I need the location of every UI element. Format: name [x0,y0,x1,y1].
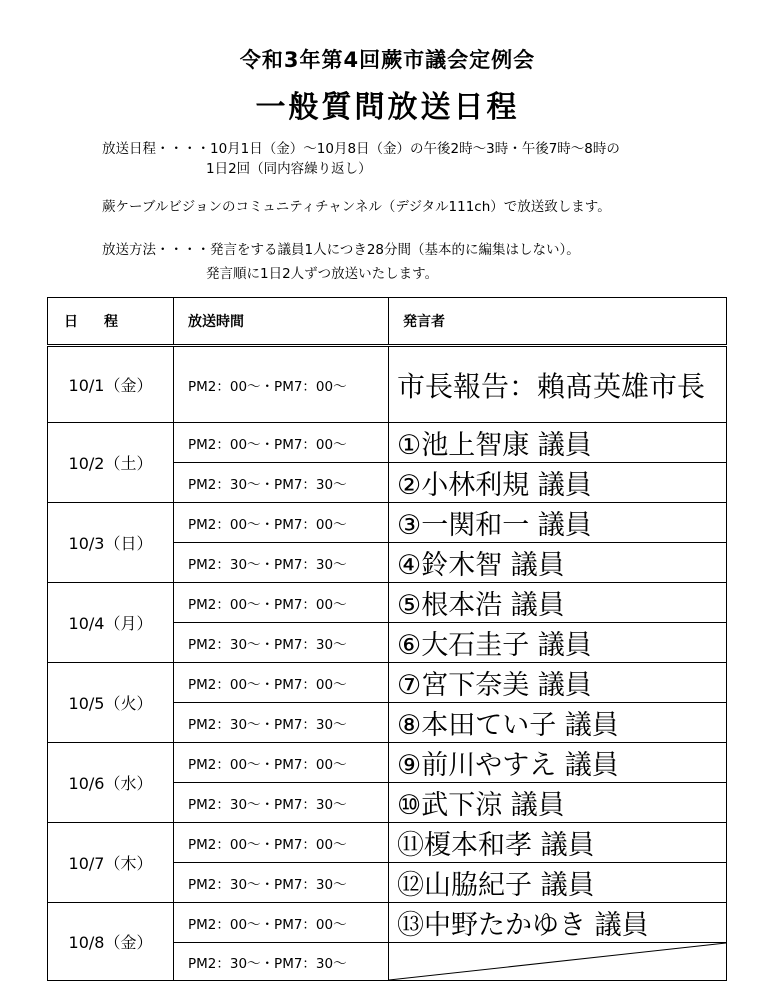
empty-speaker-cell [389,943,727,981]
date-cell: 10/6（水） [48,743,174,823]
time-cell: PM2：30～・PM7：30～ [174,463,389,503]
time-cell: PM2：30～・PM7：30～ [174,543,389,583]
time-cell: PM2：30～・PM7：30～ [174,623,389,663]
header-time: 放送時間 [174,298,389,346]
time-cell: PM2：30～・PM7：30～ [174,943,389,981]
speaker-cell: ⑨前川やすえ 議員 [389,743,727,783]
date-cell: 10/2（土） [48,423,174,503]
date-cell: 10/5（火） [48,663,174,743]
speaker-cell: ⑥大石圭子 議員 [389,623,727,663]
date-cell: 10/3（日） [48,503,174,583]
time-cell: PM2：00～・PM7：00～ [174,346,389,423]
time-cell: PM2：00～・PM7：00～ [174,423,389,463]
date-cell: 10/1（金） [48,346,174,423]
time-cell: PM2：00～・PM7：00～ [174,583,389,623]
time-cell: PM2：30～・PM7：30～ [174,703,389,743]
table-row [48,743,727,783]
speaker-cell: 市長報告：賴髙英雄市長 [389,346,727,423]
table-row [48,346,727,423]
time-cell: PM2：00～・PM7：00～ [174,663,389,703]
table-row [48,663,727,703]
date-cell: 10/7（木） [48,823,174,903]
schedule-table [47,297,727,981]
method-note: 発言順に1日2人ずつ放送いたします。 [206,266,439,282]
time-cell: PM2：30～・PM7：30～ [174,783,389,823]
speaker-cell: ③一関和一 議員 [389,503,727,543]
title-line2: 一般質問放送日程 [255,90,520,125]
speaker-cell: ⑬中野たかゆき 議員 [389,903,727,943]
speaker-cell: ④鈴木智 議員 [389,543,727,583]
speaker-cell: ⑪榎本和孝 議員 [389,823,727,863]
table-row [48,423,727,463]
speaker-cell: ⑧本田てい子 議員 [389,703,727,743]
date-cell: 10/8（金） [48,903,174,981]
title-line1: 令和3年第4回蕨市議会定例会 [239,48,536,72]
table-row [48,823,727,863]
table-header-row [48,298,727,346]
speaker-cell: ⑫山脇紀子 議員 [389,863,727,903]
speaker-cell: ⑦宮下奈美 議員 [389,663,727,703]
table-row [48,903,727,943]
speaker-cell: ②小林利規 議員 [389,463,727,503]
time-cell: PM2：00～・PM7：00～ [174,503,389,543]
speaker-cell: ⑤根本浩 議員 [389,583,727,623]
time-cell: PM2：00～・PM7：00～ [174,903,389,943]
method-line [102,238,580,258]
schedule-text: 10月1日（金）～10月8日（金）の午後2時～3時・午後7時～8時の [210,141,620,157]
method-text: 発言をする議員1人につき28分間（基本的に編集はしない）。 [210,242,580,258]
time-cell: PM2：00～・PM7：00～ [174,743,389,783]
time-cell: PM2：00～・PM7：00～ [174,823,389,863]
table-row [48,503,727,543]
schedule-label: 放送日程・・・・ [102,141,210,157]
channel-text: 蕨ケーブルビジョンのコミュニティチャンネル（デジタル111ch）で放送致します。 [102,199,611,215]
speaker-cell: ①池上智康 議員 [389,423,727,463]
table-row [48,583,727,623]
time-cell: PM2：30～・PM7：30～ [174,863,389,903]
diagonal-strike-line [389,943,726,980]
header-date: 日 程 [48,298,174,346]
method-label: 放送方法・・・・ [102,242,210,258]
date-cell: 10/4（月） [48,583,174,663]
schedule-note: 1日2回（同内容繰り返し） [206,161,372,177]
schedule-line [102,137,620,157]
speaker-cell: ⑩武下涼 議員 [389,783,727,823]
header-speaker: 発言者 [389,298,727,346]
